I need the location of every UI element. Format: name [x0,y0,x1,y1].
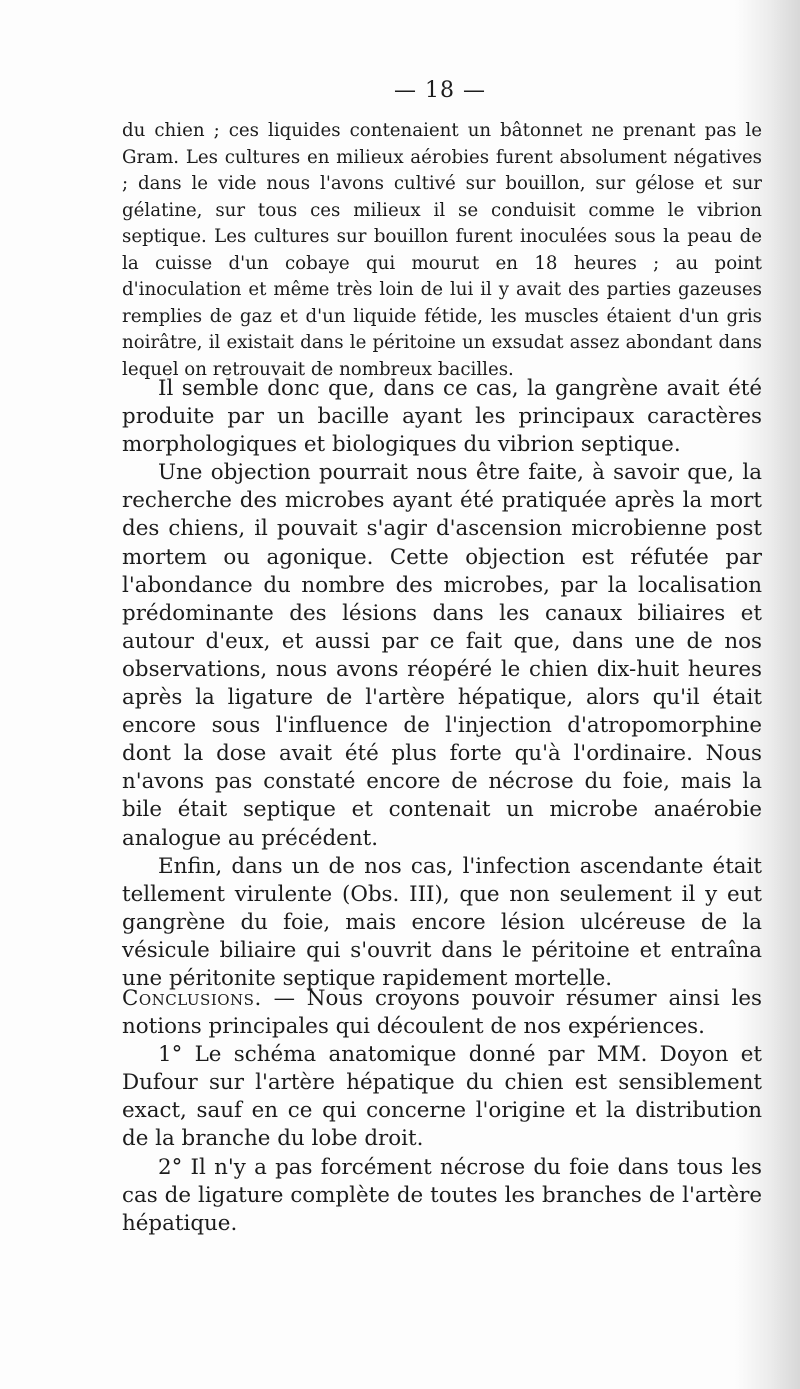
conclusions-heading: Conclusions. [122,986,262,1011]
conclusion-item-2: 2° Il n'y a pas forcément nécrose du foie dans tous les cas de ligature complète de toutes les branches de l'artère hépatique. [122,1154,762,1236]
intro-paragraph: du chien ; ces liquides contenaient un bâtonnet ne prenant pas le Gram. Les cultures en milieux aérobies furent absolument négatives ; dans le vide nous l'avons cultivé sur bouillon, sur gélose et sur gélatine, sur tous ces milieux il se conduisit comme le vibrion septique. Les cultures sur bouillon furent inoculées sous la peau de la cuisse d'un cobaye qui mourut en 18 heures ; au point d'inoculation et même très loin de lui il y avait des parties gazeuses remplies de gaz et d'un liquide fétide, les muscles étaient d'un gris noirâtre, il existait dans le péritoine un exsudat assez abondant dans lequel on retrouvait de nombreux bacilles. [122,120,762,380]
paragraph-objection: Une objection pourrait nous être faite, à savoir que, la recherche des microbes ayant été pratiquée après la mort des chiens, il pouvait s'agir d'ascension microbienne post mortem ou agonique. Cette objection est réfutée par l'abondance du nombre des microbes, par la localisation prédominante des lésions dans les canaux biliaires et autour d'eux, et aussi par ce fait que, dans une de nos observations, nous avons réopéré le chien dix-huit heures après la ligature de l'artère hépatique, alors qu'il était encore sous l'influence de l'injection d'atropomorphine dont la dose avait été plus forte qu'à l'ordinaire. Nous n'avons pas constaté encore de nécrose du foie, mais la bile était septique et contenait un microbe anaérobie analogue au précédent. [122,460,762,851]
page-number: — 18 — [394,78,486,103]
conclusions-section [122,985,762,1238]
intro-text-block [122,118,762,383]
paragraph-gangrene: Il semble donc que, dans ce cas, la gangrène avait été produite par un bacille ayant les principaux caractères morphologiques et biologiques du vibrion septique. [122,376,762,458]
paragraph-virulent-infection: Enfin, dans un de nos cas, l'infection ascendante était tellement virulente (Obs. III), que non seulement il y eut gangrène du foie, mais encore lésion ulcéreuse de la vésicule biliaire qui s'ouvrit dans le péritoine et entraîna une péritonite septique rapidement mortelle. [122,853,762,991]
conclusions-intro-text: — Nous croyons pouvoir résumer ainsi les notions principales qui découlent de nos expériences. [122,986,762,1040]
conclusions-intro [122,985,762,1041]
conclusion-item-1: 1° Le schéma anatomique donné par MM. Doyon et Dufour sur l'artère hépatique du chien est sensiblement exact, sauf en ce qui concerne l'origine et la distribution de la branche du lobe droit. [122,1042,762,1152]
main-text-block [122,375,762,993]
